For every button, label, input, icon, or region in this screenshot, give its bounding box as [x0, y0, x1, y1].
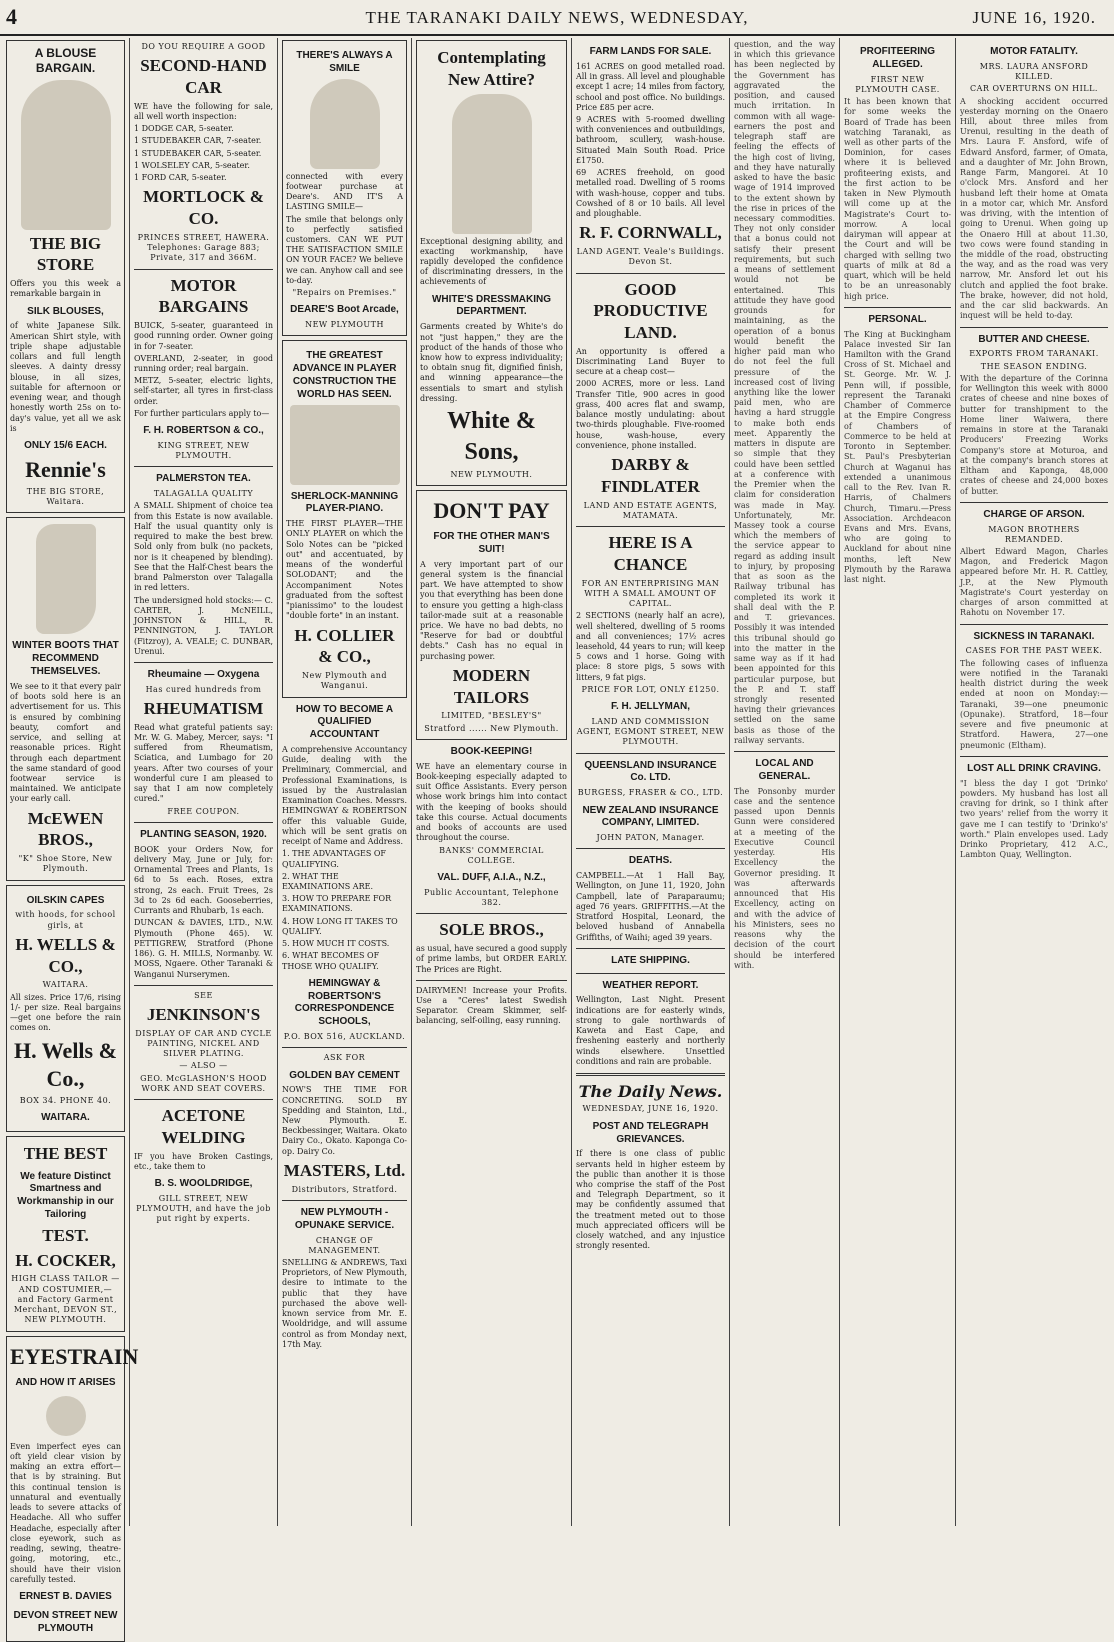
- daily-news-date: WEDNESDAY, JUNE 16, 1920.: [582, 1104, 719, 1114]
- darby-sub: LAND AND ESTATE AGENTS, MATAMATA.: [583, 500, 718, 520]
- suit-text: A very important part of our general system is the financial part. We have attempted to show you that everything has been done to ensure you getting a high-class tailor-made suit at a reasonable price. We have no bad debts, no "Reserve for bad or doubtful debts." Cash has no equal in purchasing power.: [420, 559, 563, 661]
- davies-sub: DEVON STREET NEW PLYMOUTH: [13, 1609, 118, 1634]
- deaths-title: DEATHS.: [628, 855, 673, 867]
- collier-sub: New Plymouth and Wanganui.: [301, 671, 388, 691]
- car-intro: DO YOU REQUIRE A GOOD: [141, 42, 266, 51]
- weather-title: WEATHER REPORT.: [602, 979, 699, 991]
- free-coupon: FREE COUPON.: [167, 806, 240, 816]
- tea-text: A SMALL Shipment of choice tea from this Estate is now available. Half the usual quantity only is required to make the best brew. Sold only from bulk (no packets, nor is it cheapened by blending). See that the Half-Chest bears the brand Palmerston over Talagalla in red letters.: [134, 501, 273, 593]
- planting-text: BOOK your Orders Now, for delivery May, June or July, for: Ornamental Trees and Plants, 1s 6d to 5s each. Roses, extra strong, 2s each. Fruit Trees, 2s 3d to 2s 6d each. Gooseberries, Currants and Rhubarb, 1s each.: [134, 844, 273, 916]
- see-label: SEE: [194, 990, 213, 1000]
- account-item: 1. THE ADVANTAGES OF QUALIFYING.: [282, 849, 386, 869]
- boots-title: WINTER BOOTS THAT RECOMMEND THEMSELVES.: [12, 640, 119, 678]
- talagalla-title: TALAGALLA QUALITY: [153, 489, 254, 499]
- dont-pay-title: DON'T PAY: [433, 497, 550, 523]
- attire-text: Exceptional designing ability, and exacting workmanship, have rapidly developed the confidence of discriminating dressers, in the achievements of: [420, 236, 563, 287]
- silk-blouses: SILK BLOUSES,: [27, 305, 104, 317]
- farm-item: 69 ACRES freehold, on good metalled road. Dwelling of 5 rooms with wash-house, copper and tubs. Cowshed of 8 or 10 bails. All level and ploughable.: [576, 168, 725, 219]
- jellyman-name: F. H. JELLYMAN,: [610, 701, 691, 713]
- cement-title: GOLDEN BAY CEMENT: [289, 1069, 400, 1081]
- also-label: — ALSO —: [179, 1061, 228, 1071]
- burgess-name: BURGESS, FRASER & CO., LTD.: [577, 788, 724, 798]
- motor-bargains-title: MOTOR BARGAINS: [158, 275, 249, 317]
- chance-price: PRICE FOR LOT, ONLY £1250.: [581, 684, 720, 694]
- motor-item: BUICK, 5-seater, guaranteed in good running order. Owner going in for 7-seater.: [134, 321, 273, 351]
- wells-logo: H. Wells & Co.,: [14, 1037, 117, 1091]
- car-item: 1 STUDEBAKER CAR, 7-seater.: [134, 136, 262, 146]
- capes-text: with hoods, for school girls, at: [15, 910, 116, 930]
- cocker-name: H. COCKER,: [15, 1250, 116, 1270]
- duff-name: VAL. DUFF, A.I.A., N.Z.,: [437, 872, 546, 884]
- capes-advert: [6, 885, 125, 1132]
- waitara-label: WAITARA.: [42, 980, 89, 990]
- chance-sub: FOR AN ENTERPRISING MAN WITH A SMALL AMOUNT OF CAPITAL.: [581, 578, 720, 609]
- whites-advert: [416, 40, 567, 486]
- post-text: If there is one class of public servants held in higher esteem by the public than another it is those who comprise the staff of the Post and Telegraph Department, so it may be confidently assumed that the treatment meted out to those much appreciated officers will be closely watched, and any injustice strongly resented.: [576, 1149, 725, 1251]
- farm-title: FARM LANDS FOR SALE.: [589, 46, 712, 57]
- farm-item: 161 ACRES on good metalled road. All in grass. All level and ploughable except 1 acre; 14 miles from factory, school and post office. No buildings. Price £85 per acre.: [576, 61, 725, 112]
- whites-title: WHITE'S DRESSMAKING DEPARTMENT.: [431, 293, 552, 318]
- service-change: CHANGE OF MANAGEMENT.: [308, 1235, 381, 1255]
- boot-illustration: [36, 524, 96, 634]
- personal-text: The King at Buckingham Palace invested Sir Ian Hamilton with the Grand Cross of St. Michael and St. George. Mr. W. J. Penn will, if possible, represent the Taranaki Chamber of Commerce at the Empire Congress of Chambers of Commerce to be held at Toronto in September. St. Paul's Presbyterian Church at Waganui has extended a unanimous call to the Rev. Ivan R. Harris, of Chalmers Church, Timaru.—Press Association. Archdeacon Evans and Mrs. Evans, who are going to Auckland for about nine months, left New Plymouth by the Rarawa last night.: [844, 329, 951, 585]
- blouse-advert: [6, 40, 125, 513]
- smile-quote: The smile that belongs only to perfectly satisfied customers. CAN WE PUT THE SATISFACTION SMILE ON YOUR FACE? We believe we can. Anyhow call and see to-day.: [286, 214, 403, 285]
- service-text: SNELLING & ANDREWS, Taxi Proprietors, of New Plymouth, desire to intimate to the public that they have purchased the above well-known service from Mr. E. Wooldridge, and will assume control as from Monday next, 17th May.: [282, 1257, 407, 1349]
- account-item: 6. WHAT BECOMES OF THOSE WHO QUALIFY.: [282, 951, 380, 971]
- blouse-title: A BLOUSE BARGAIN.: [34, 46, 97, 76]
- column-8: [956, 38, 1112, 1526]
- deare-sub: NEW PLYMOUTH: [305, 320, 384, 330]
- best-title: THE BEST: [23, 1143, 108, 1163]
- acetone-title: ACETONE WELDING: [161, 1106, 246, 1147]
- sherlock-title: SHERLOCK-MANNING PLAYER-PIANO.: [290, 490, 399, 515]
- eye-icon: [46, 1396, 86, 1436]
- local-text: The Ponsonby murder case and the sentence passed upon Dennis Gunn were considered at a meeting of the Executive Council yesterday. His Excellency the Governor presiding. It was afterwards announced that His Excellency, acting on and with the advice of his Ministers, sees no reasons why the decision of the court should be interfered with.: [734, 786, 835, 970]
- dont-pay-sub: FOR THE OTHER MAN'S SUIT!: [433, 530, 550, 555]
- arson-sub: MAGON BROTHERS REMANDED.: [988, 524, 1080, 544]
- sherlock-text: THE FIRST PLAYER—THE ONLY PLAYER on which the Solo Notes can be "picked out" and accentuated, by means of the wonderful SOLODANT; and the Accompaniment Notes graduated from the softest "pianissimo" to the loudest "double forte" in an instant.: [286, 519, 403, 621]
- deare-name: DEARE'S Boot Arcade,: [290, 304, 399, 316]
- editorial-text: question, and the way in which this grievance has been neglected by the Government has aggravated the position, and caused much irritation. In common with all wage-earners the post and telegraph staff are feeling the effects of the high cost of living, and they have naturally asked to have the basic wage of 1914 improved to the extent shown by the rise in prices of the necessary commodities. They not only consider that a bonus could not satisfy their present requirements, but such a means of settlement would not be entertained. This attitude they have good grounds for maintaining, as the operation of a bonus would benefit the higher paid man who do not feel the full pressure of the increased cost of living anything like the lower paid men, who are having a hard struggle to make both ends meet. Apparently the matters in dispute are so simple that they could have been settled at a conference with the Premier when the claim for consideration was made in May. Unfortunately, Mr. Massey took a course which the members of the service appear to regard as adding insult to injury, by proposing that as soon as the Railway tribunal has completed its work it shall deal with the P. and T. grievances. Possibly it was intended this tribunal should go into the matter in the same way as if it had been appointed for this particular purpose, but the P. and T. staff strongly resented having their grievances settled on the same basis as those of the railway servants.: [734, 40, 835, 745]
- robertson-sub: KING STREET, NEW PLYMOUTH.: [157, 440, 250, 461]
- whites-sub: NEW PLYMOUTH.: [450, 469, 533, 479]
- post-title: POST AND TELEGRAPH GRIEVANCES.: [592, 1120, 709, 1145]
- darby-name: DARBY & FINDLATER: [601, 455, 700, 496]
- issue-date: JUNE 16, 1920.: [972, 8, 1096, 27]
- account-title: HOW TO BECOME A QUALIFIED ACCOUNTANT: [295, 703, 394, 741]
- mcewen-sub: "K" Shoe Store, New Plymouth.: [18, 854, 113, 874]
- collier-name: H. COLLIER & CO.,: [294, 625, 395, 667]
- nursery-list: DUNCAN & DAVIES, LTD., N.W. Plymouth (Phone 465). W. PETTIGREW, Stratford (Phone 186). G. H. MILLS, Normanby. W. MOSS, Ngaere. Other Taranaki & Wanganui Nurserymen.: [134, 918, 273, 979]
- rheum-text: Read what grateful patients say: Mr. W. G. Mabey, Mercer, says: "I suffered from Rheumatism, Sciatica, and Lumbago for 20 years. After two courses of your wonderful cure I am pleased to say that I am now completely cured.": [134, 722, 273, 804]
- attire-title: Contemplating New Attire?: [437, 48, 546, 89]
- hemingway-name: HEMINGWAY & ROBERTSON'S CORRESPONDENCE SCHOOLS,: [294, 977, 395, 1028]
- shipping-title: LATE SHIPPING.: [611, 954, 690, 966]
- blouse-text: Offers you this week a remarkable bargain in: [10, 279, 121, 299]
- eyestrain-sub: AND HOW IT ARISES: [15, 1376, 116, 1388]
- eyestrain-text: Even imperfect eyes can oft yield clear vision by making an extra effort—that is by straining. But this continual tension is unnatural and eventually leads to severe attacks of Headache. All who suffer Headache, especially after close eyework, such as reading, sewing, theatre-going, motoring, etc., should have their vision carefully tested.: [10, 1441, 121, 1584]
- sole-name: SOLE BROS.,: [439, 920, 544, 940]
- mcewen-name: McEWEN BROS.,: [27, 808, 104, 850]
- farm-item: 9 ACRES with 5-roomed dwelling with conveniences and outbuildings, bathroom, scullery, wash-house. Situated Main South Road. Price £1750.: [576, 114, 725, 165]
- masters-name: MASTERS, Ltd.: [283, 1160, 406, 1180]
- paton-name: JOHN PATON, Manager.: [596, 833, 705, 843]
- deaths-text: CAMPBELL.—At 1 Hall Bay, Wellington, on June 11, 1920, John Campbell, late of Paraparaumu; aged 76 years. GRIFFITHS.—At the Stratford Hospital, Leonard, the beloved husband of Annabella Griffiths, of Waihi; aged 39 years.: [576, 871, 725, 942]
- nz-insurance-title: NEW ZEALAND INSURANCE COMPANY, LIMITED.: [582, 804, 719, 829]
- column-2: [130, 38, 278, 1526]
- robertson-name: F. H. ROBERTSON & CO.,: [143, 425, 264, 437]
- mortlock-sub: PRINCES STREET, HAWERA. Telephones: Garage 883; Private, 317 and 366M.: [137, 232, 270, 263]
- chance-title: HERE IS A CHANCE: [608, 533, 693, 574]
- blouse-price: ONLY 15/6 EACH.: [24, 440, 107, 452]
- car-item: 1 FORD CAR, 5-seater.: [134, 173, 227, 183]
- sickness-sub: CASES FOR THE PAST WEEK.: [965, 646, 1103, 656]
- page-number: 4: [6, 4, 17, 29]
- wells-name: H. WELLS & CO.,: [15, 934, 116, 976]
- wooldridge-sub: GILL STREET, NEW PLYMOUTH, and have the job put right by experts.: [136, 1193, 271, 1224]
- dress-illustration: [452, 94, 532, 234]
- chance-text: 2 SECTIONS (nearly half an acre), well sheltered, dwelling of 5 rooms and all conveniences; 17½ acres leasehold, 44 years to run; will keep 5 cows and 1 horse. Going with place: 8 store pigs, 5 sows with litters, 9 fat pigs.: [576, 611, 725, 682]
- car-item: 1 WOLSELEY CAR, 5-seater.: [134, 160, 250, 170]
- whites-logo: White & Sons,: [447, 408, 536, 465]
- account-item: 4. HOW LONG IT TAKES TO QUALIFY.: [282, 916, 398, 936]
- motor-item: OVERLAND, 2-seater, in good running order; real bargain.: [134, 353, 273, 374]
- car-item: 1 DODGE CAR, 5-seater.: [134, 124, 234, 134]
- test-label: TEST.: [42, 1225, 89, 1245]
- planting-title: PLANTING SEASON, 1920.: [140, 828, 267, 840]
- whites-text: Garments created by White's do not "just happen," they are the product of the hands of those who know how to express individuality; to obtain snug fit, dignified finish, and winning appearance—the essentials to smart and stylish dressing.: [420, 322, 563, 403]
- arson-text: Albert Edward Magon, Charles Magon, and Frederick Magon appeared before Mr. H. R. Cattley, J.P., at the New Plymouth Magistrate's Court yesterday on charges of arson committed at Rahotu on November 17.: [960, 547, 1108, 618]
- craving-title: LOST ALL DRINK CRAVING.: [967, 762, 1101, 774]
- hemingway-sub: P.O. BOX 516, AUCKLAND.: [283, 1032, 406, 1042]
- smile-text: connected with every footwear purchase at Deare's. AND IT'S A LASTING SMILE—: [286, 171, 403, 212]
- advance-title: THE GREATEST ADVANCE IN PLAYER CONSTRUCTION THE WORLD HAS SEEN.: [292, 350, 397, 400]
- account-item: 5. HOW MUCH IT COSTS.: [282, 939, 390, 949]
- cocker-sub: HIGH CLASS TAILOR —AND COSTUMIER,— and Factory Garment Merchant, DEVON ST., NEW PLYMOUTH.: [11, 1274, 120, 1325]
- productive-text: An opportunity is offered a Discriminating Land Buyer to secure at a cheap cost—: [576, 346, 725, 377]
- capes-sizes: All sizes. Price 17/6, rising 1/- per size. Real bargains—get one before the rain comes on.: [10, 992, 121, 1033]
- blouse-detail: of white Japanese Silk. American Shirt style, with triple shape adjustable collars and full length sleeves. A dainty dressy blouse, in all sizes, suitable for afternoon or evening wear, and though honestly worth 25s on to-day's value, yet all we ask is: [10, 321, 121, 433]
- repairs-note: "Repairs on Premises.": [292, 288, 397, 298]
- productive-title: GOOD PRODUCTIVE LAND.: [593, 279, 708, 343]
- personal-title: PERSONAL.: [868, 313, 927, 325]
- daily-news-masthead: The Daily News.: [578, 1082, 723, 1101]
- smiling-man-illustration: [310, 79, 380, 169]
- rheum-title: Rheumaine — Oxygena: [147, 669, 260, 680]
- eyestrain-title: EYESTRAIN: [10, 1343, 139, 1369]
- best-text: We feature Distinct Smartness and Workmanship in our Tailoring: [17, 1170, 114, 1221]
- cement-text: NOW'S THE TIME FOR CONCRETING. SOLD BY Spedding and Stainton, Ltd., New Plymouth. E. Beckbessinger, Waitara. Okato Dairy Co., Okato. Kaponga Co-op. Dairy Co.: [282, 1085, 407, 1156]
- banks-college: BANKS' COMMERCIAL COLLEGE.: [439, 845, 544, 865]
- column-3: [278, 38, 412, 1526]
- newspaper-title: THE TARANAKI DAILY NEWS, WEDNESDAY,: [365, 8, 749, 27]
- sickness-title: SICKNESS IN TARANAKI.: [973, 630, 1095, 642]
- blouse-illustration: [21, 80, 111, 230]
- acres-2000: 2000 ACRES, more or less. Land Transfer Title, 900 acres in good grass, 400 acres flat and swamp, balance mostly undulating: about two-thirds ploughable. Five-roomed house, wash-house, every convenience, phone installed.: [576, 379, 725, 450]
- cornwall-name: R. F. CORNWALL,: [579, 223, 722, 243]
- butter-sub-2: THE SEASON ENDING.: [980, 361, 1088, 371]
- davies-name: ERNEST B. DAVIES: [19, 1591, 112, 1603]
- boots-advert: [6, 517, 125, 880]
- service-title: NEW PLYMOUTH - OPUNAKE SERVICE.: [294, 1206, 395, 1231]
- weather-text: Wellington, Last Night. Present indications are for easterly winds, strong to gale northwards of Kaweta and East Cape, and freshening easterly and northerly winds elsewhere. Unsettled conditions and rain are probable.: [576, 995, 725, 1066]
- cocker-advert: [6, 1136, 125, 1332]
- piano-advert: [282, 340, 407, 697]
- jenkinson-sub: DISPLAY OF CAR AND CYCLE PAINTING, NICKEL AND SILVER PLATING.: [135, 1028, 272, 1059]
- column-5: [572, 38, 730, 1526]
- account-item: 3. HOW TO PREPARE FOR EXAMINATIONS.: [282, 894, 392, 914]
- column-4: [412, 38, 572, 1526]
- jenkinson-name: JENKINSON'S: [146, 1004, 261, 1024]
- acetone-text: IF you have Broken Castings, etc., take them to: [134, 1151, 273, 1171]
- wells-box: BOX 34. PHONE 40.: [19, 1095, 112, 1105]
- mortlock-name: MORTLOCK & CO.: [143, 187, 264, 229]
- motor-more: For further particulars apply to—: [134, 408, 270, 418]
- masthead: [0, 0, 1114, 36]
- arson-title: CHARGE OF ARSON.: [983, 508, 1085, 520]
- sickness-text: The following cases of influenza were notified in the Taranaki health district during the week ended at noon on Monday:— Taranaki, 39—one pneumonic (Opunake). Stratford, 18—four severe and five pneumonic at Stratford. Hawera, 27—one pneumonic (Eltham).: [960, 658, 1108, 750]
- butter-text: With the departure of the Corinna for Wellington this week with 8000 crates of cheese and nine boxes of butter for transhipment to the Home liner Waiwera, there remains in store at the Taranaki Producers' Freezing Works Company's store at Moturoa, and at the company's branch stores at Eltham and Kaponga, 48,000 crates of cheese and 24,000 boxes of butter.: [960, 373, 1108, 496]
- cornwall-sub: LAND AGENT. Veale's Buildings. Devon St.: [576, 247, 725, 267]
- rennie-sub: THE BIG STORE, Waitara.: [26, 487, 105, 507]
- mcglashon-text: GEO. McGLASHON'S HOOD WORK AND SEAT COVERS.: [140, 1073, 267, 1093]
- rheum-big: RHEUMATISM: [143, 699, 264, 719]
- car-title: SECOND-HAND CAR: [140, 56, 267, 97]
- butter-sub: EXPORTS FROM TARANAKI.: [969, 349, 1099, 359]
- player-piano-illustration: [290, 405, 400, 485]
- profit-title: PROFITEERING ALLEGED.: [859, 46, 935, 70]
- palmerston-title: PALMERSTON TEA.: [156, 473, 251, 485]
- big-store-logo: THE BIG STORE: [29, 233, 102, 275]
- rheum-sub: Has cured hundreds from: [145, 684, 262, 694]
- motor-fatality-sub1: MRS. LAURA ANSFORD KILLED.: [979, 61, 1089, 82]
- eyestrain-advert: [6, 1336, 139, 1642]
- modern-tailors-name: MODERN TAILORS: [452, 665, 531, 707]
- local-title: LOCAL AND GENERAL.: [755, 758, 814, 782]
- masters-sub: Distributors, Stratford.: [291, 1184, 398, 1194]
- profit-text: It has been known that for some weeks the Board of Trade has been watching Taranaki, as well as other parts of the Dominion, for cases where it is believed profiteering exists, and the first action to be taken in New Plymouth will come up at the Magistrate's Court to-morrow. A local dairyman will appear at the Court and will be charged with selling two quarts of milk at 8d a quart, which will be held to be an unreasonably high price.: [844, 97, 951, 301]
- account-item: 2. WHAT THE EXAMINATIONS ARE.: [282, 871, 373, 891]
- cement-ask: ASK FOR: [323, 1053, 366, 1063]
- column-7: [840, 38, 956, 1526]
- modern-tailors-sub: LIMITED, "BESLEY'S": [441, 711, 542, 721]
- dairymen-text: DAIRYMEN! Increase your Profits. Use a "Ceres" latest Swedish Separator. Cream Skimmer, self-balancing, self-oiling, easy running.: [416, 985, 567, 1026]
- butter-title: BUTTER AND CHEESE.: [978, 333, 1090, 345]
- book-title: BOOK-KEEPING!: [450, 745, 533, 757]
- smile-title: THERE'S ALWAYS A SMILE: [296, 50, 393, 74]
- sole-text: as usual, have secured a good supply of prime lambs, but ORDER EARLY. The Prices are Right.: [416, 944, 567, 974]
- capes-title: OILSKIN CAPES: [26, 894, 105, 906]
- modern-tailors-advert: [416, 490, 567, 740]
- duff-sub: Public Accountant, Telephone 382.: [424, 887, 559, 908]
- boots-text: We see to it that every pair of boots sold here is an advertisement for us. This is ensured by combining beauty, comfort and service, and selling at reasonable prices. Right through each department the same standard of good footwear service is maintained. We anticipate your early call.: [10, 681, 121, 804]
- rennie-logo: Rennie's: [25, 456, 106, 482]
- waitara-label-2: WAITARA.: [41, 1112, 90, 1124]
- craving-text: "I bless the day I got 'Drinko' powders. My husband has lost all craving for drink, so I think after two years' relief from the worry it gave me I can testify to 'Drinko's' worth." Plain envelopes used. Lady Drinko Proprietary, 412 A.C., Lambton Quay, Wellington.: [960, 778, 1108, 860]
- profit-sub: FIRST NEW PLYMOUTH CASE.: [855, 74, 940, 94]
- car-item: 1 STUDEBAKER CAR, 5-seater.: [134, 148, 262, 158]
- motor-item: METZ, 5-seater, electric lights, self-starter, all tyres in first-class order.: [134, 376, 273, 406]
- deare-advert: [282, 40, 407, 336]
- column-1: [2, 38, 139, 1634]
- tea-holders: The undersigned hold stocks:— C. CARTER, J. McNEILL, JOHNSTON & HILL, R. PENNINGTON, J. TAYLOR (Fitzroy), A. VEALE; C. DUNBAR, Urenui.: [134, 595, 273, 656]
- column-6: [730, 38, 840, 1526]
- queensland-title: QUEENSLAND INSURANCE Co. LTD.: [584, 759, 717, 784]
- book-text: WE have an elementary course in Book-keeping especially adapted to suit Office Assistants. Every person whose work brings him into contact with the keeping of books should take this course. Actual documents and books of accounts are used throughout the course.: [416, 761, 567, 843]
- motor-fatality-title: MOTOR FATALITY.: [990, 46, 1078, 57]
- account-text: A comprehensive Accountancy Guide, dealing with the Preliminary, Commercial, and Professional Examinations, is issued by the Australasian Examination Coaches. Messrs. HEMINGWAY & ROBERTSON offer this valuable Guide, which will be sent gratis on receipt of Name and Address.: [282, 744, 407, 847]
- motor-fatality-sub2: CAR OVERTURNS ON HILL.: [970, 84, 1098, 94]
- modern-tailors-loc: Stratford ...... New Plymouth.: [424, 723, 559, 733]
- motor-fatality-text: A shocking accident occurred yesterday morning on the Onaero Hill, about three miles from Urenui, resulting in the death of Mrs. Laura F. Ansford, wife of Edward Ansford, farmer, of Omata, and a daughter of Mr. John Brown, Range Farm, Mangorei. At 10 o'clock Mrs. Ansford and her husband left their home at Omata in a motor car, which Mr. Ansford was driving, with the intention of going to Urenui. When going up the Onaero Hill at about 11.30, two cows were found standing in the middle of the road, obstructing the way, and as the road was very narrow, Mr. Ansford let out his clutch and applied the foot brake. The brake, however, did not hold, and the car slid backwards. An inquest will be held to-day.: [960, 96, 1108, 321]
- wooldridge-name: B. S. WOOLDRIDGE,: [154, 1178, 253, 1190]
- jellyman-sub: LAND AND COMMISSION AGENT, EGMONT STREET, NEW PLYMOUTH.: [576, 716, 725, 747]
- car-text: WE have the following for sale, all well worth inspection:: [134, 101, 273, 121]
